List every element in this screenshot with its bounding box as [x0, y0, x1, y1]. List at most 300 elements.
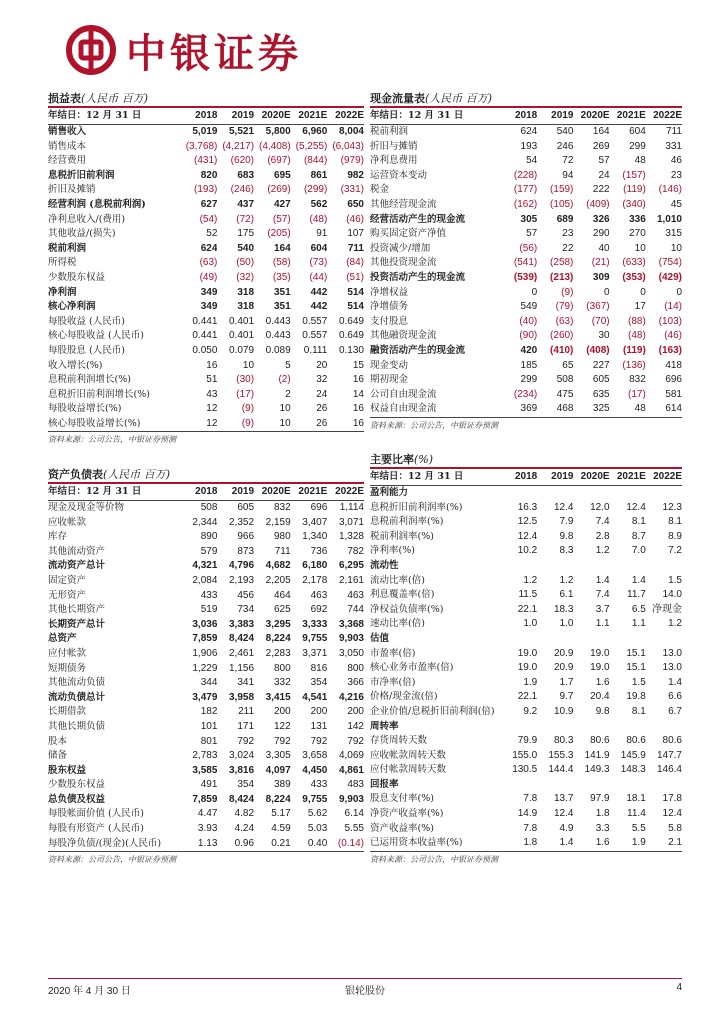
- cell-value: (269): [267, 184, 291, 196]
- cell-value: 51: [206, 374, 218, 386]
- row-label: 折旧与摊销: [370, 140, 418, 152]
- section-header-row: [370, 720, 682, 735]
- row-label: 已运用资本收益率(%): [370, 836, 501, 851]
- cell-value: (58): [272, 257, 291, 269]
- cell-value: 48: [634, 155, 646, 167]
- table-row: [48, 632, 364, 647]
- cell-value: 442: [310, 301, 328, 313]
- cell-value: (119): [623, 184, 646, 196]
- cell-value: 18.1: [626, 793, 646, 805]
- cell-value: 3,295: [265, 618, 291, 630]
- cell-value: 744: [347, 604, 364, 616]
- cell-value: 24: [598, 169, 610, 181]
- cell-value: 8,224: [265, 633, 291, 645]
- cell-value: 792: [347, 735, 364, 747]
- cell-value: 4,861: [338, 764, 364, 776]
- cell-value: 0.401: [229, 330, 255, 342]
- row-label: 长期资产总计: [48, 618, 106, 630]
- cell-value: 9,755: [302, 633, 328, 645]
- cell-value: 2019: [537, 469, 573, 486]
- cell-value: 2022E: [646, 108, 682, 125]
- key-ratios-section: [370, 451, 682, 868]
- income-statement-section: [48, 90, 364, 448]
- cell-value: [610, 720, 646, 735]
- cell-value: 792: [237, 735, 255, 747]
- cell-value: 695: [273, 169, 291, 181]
- cell-value: 2: [285, 388, 291, 400]
- cell-value: 145.9: [620, 749, 646, 761]
- row-label: 利息覆盖率(倍): [370, 589, 435, 601]
- row-label: 权益自由现金流: [370, 402, 501, 417]
- cell-value: (54): [199, 213, 218, 225]
- cell-value: 1.8: [595, 808, 610, 820]
- cell-value: [573, 632, 609, 647]
- row-label: 核心净利润: [48, 301, 96, 313]
- cell-value: (2): [278, 374, 291, 386]
- cell-value: 12.0: [590, 501, 610, 513]
- cell-value: 10: [634, 242, 646, 254]
- cell-value: 464: [273, 589, 291, 601]
- row-label: 盈利能力: [370, 487, 409, 498]
- table-row: [370, 574, 682, 589]
- cell-value: (159): [550, 184, 574, 196]
- cell-value: 2018: [501, 469, 537, 486]
- cell-value: 80.6: [662, 735, 682, 747]
- cell-value: 2022E: [327, 484, 364, 501]
- cell-value: 351: [273, 301, 291, 313]
- cell-value: 0.443: [265, 315, 291, 327]
- table-row: [48, 720, 364, 735]
- table-row: [370, 315, 682, 330]
- cell-value: 10.9: [553, 705, 574, 717]
- ratios-source-note: 资料来源：公司公告，中银证券预测: [370, 854, 498, 864]
- cell-value: 3,368: [338, 618, 364, 630]
- income-source-note: 资料来源：公司公告，中银证券预测: [48, 435, 176, 445]
- table-row: [48, 344, 364, 359]
- cell-value: 1,229: [192, 662, 218, 674]
- row-label: 应收帐款: [48, 516, 87, 528]
- cell-value: 624: [520, 126, 538, 137]
- cell-value: 20.4: [590, 691, 610, 703]
- row-label: 回报率: [370, 778, 399, 790]
- row-label: 净增债务: [370, 301, 409, 313]
- cell-value: 20: [316, 359, 328, 371]
- row-label: 投资活动产生的现金流: [370, 271, 466, 283]
- row-label: 流动性: [370, 559, 399, 571]
- cell-value: 437: [237, 198, 255, 210]
- cell-value: [501, 778, 537, 793]
- cell-value: 净现金: [652, 603, 682, 615]
- cell-value: 24: [316, 388, 328, 400]
- cell-value: 19.0: [517, 647, 538, 659]
- cell-value: (9): [241, 403, 255, 415]
- cell-value: 3,407: [302, 516, 328, 528]
- cell-value: 20.9: [553, 662, 574, 674]
- cell-value: 627: [200, 198, 218, 210]
- cell-value: 418: [665, 359, 682, 371]
- cell-value: 0.089: [265, 344, 291, 356]
- cell-value: 8,004: [338, 126, 364, 137]
- cell-value: 26: [316, 403, 328, 415]
- cell-value: 155.0: [512, 749, 538, 761]
- cell-value: (17): [236, 388, 255, 400]
- table-row: [48, 589, 364, 604]
- cell-value: 0: [604, 286, 610, 298]
- cell-value: 4,097: [265, 764, 291, 776]
- income-statement-title: 损益表(人民币 百万): [48, 90, 364, 108]
- cell-value: 0: [531, 286, 538, 298]
- cell-value: 9.7: [559, 691, 574, 703]
- cell-value: 2020E: [573, 108, 609, 125]
- cell-value: 12.4: [662, 808, 682, 820]
- table-row: [48, 691, 364, 706]
- cell-value: 1.2: [559, 574, 574, 586]
- cell-value: [537, 559, 573, 574]
- cell-value: (46): [664, 330, 682, 342]
- table-row: [48, 778, 364, 793]
- row-label: 应付帐款周转天数: [370, 764, 447, 776]
- cell-value: 10: [242, 359, 255, 371]
- cell-value: 483: [347, 779, 364, 791]
- cell-value: 318: [237, 301, 255, 313]
- row-label: 少数股东权益: [48, 271, 106, 283]
- cell-value: 107: [347, 228, 364, 240]
- cell-value: 3,585: [192, 764, 218, 776]
- cell-value: 2,783: [192, 750, 218, 762]
- cell-value: 4.47: [197, 808, 218, 820]
- cell-value: 1,156: [229, 662, 255, 674]
- key-ratios-table: [370, 469, 682, 852]
- row-label: 长期借款: [48, 706, 87, 718]
- cell-value: 2019: [217, 484, 254, 501]
- row-label: 税前利润: [370, 126, 409, 137]
- cell-value: 23: [562, 228, 574, 240]
- cell-value: 148.3: [620, 764, 646, 776]
- cell-value: 315: [665, 228, 682, 240]
- cell-value: 4,321: [192, 560, 218, 572]
- cell-value: 318: [237, 286, 255, 298]
- cell-value: 2,161: [338, 574, 364, 586]
- table-row: [48, 213, 364, 228]
- cell-value: 3.93: [197, 823, 218, 835]
- cell-value: (367): [586, 301, 610, 313]
- cell-value: 3,415: [265, 691, 291, 703]
- cell-value: 6.7: [668, 705, 682, 717]
- table-row: [48, 227, 364, 242]
- cell-value: 2018: [181, 484, 218, 501]
- cell-value: 80.6: [590, 735, 610, 747]
- row-label: 支付股息: [370, 315, 409, 327]
- row-label: 少数股东权益: [48, 779, 106, 791]
- cell-value: 91: [316, 228, 328, 240]
- cell-value: (49): [199, 271, 218, 283]
- cell-value: 325: [573, 402, 609, 417]
- cell-value: 6.5: [631, 603, 646, 615]
- row-label: 每股收益 (人民币): [48, 315, 125, 327]
- cell-value: 2020E: [254, 484, 291, 501]
- brand-name: 中银证券: [126, 29, 302, 77]
- cell-value: 711: [347, 242, 364, 254]
- cell-value: 8.1: [668, 516, 682, 528]
- cell-value: 45: [670, 198, 682, 210]
- cell-value: 7.8: [523, 822, 538, 834]
- row-label: 净利息收入/(费用): [48, 213, 126, 225]
- table-row: [370, 125, 682, 140]
- cell-value: [610, 778, 646, 793]
- cell-value: 832: [273, 502, 291, 513]
- cell-value: 5.62: [307, 808, 328, 820]
- cell-value: 1.4: [595, 574, 610, 586]
- cell-value: [537, 632, 573, 647]
- cell-value: 17.8: [662, 793, 682, 805]
- row-label: 核心每股收益 (人民币): [48, 330, 144, 342]
- cell-value: 15.1: [626, 647, 646, 659]
- cell-value: 211: [238, 706, 255, 718]
- table-row: [370, 344, 682, 359]
- cell-value: 19.0: [590, 662, 610, 674]
- table-row: [48, 359, 364, 374]
- cell-value: 625: [273, 604, 291, 616]
- cell-value: (4,217): [222, 140, 255, 152]
- cell-value: (119): [622, 344, 646, 356]
- cell-value: 7.9: [559, 516, 574, 528]
- cell-value: 22: [562, 242, 574, 254]
- cell-value: 475: [556, 388, 574, 400]
- cell-value: 0.079: [229, 344, 255, 356]
- cell-value: 692: [310, 604, 328, 616]
- cell-value: 175: [237, 228, 255, 240]
- cell-value: (35): [272, 271, 291, 283]
- row-label: 周转率: [370, 720, 399, 732]
- row-label: 购买固定资产净值: [370, 228, 447, 240]
- cell-value: (5,255): [295, 140, 328, 152]
- section-header-row: [370, 486, 682, 501]
- row-label: 收入增长(%): [48, 359, 103, 371]
- cell-value: 734: [237, 604, 255, 616]
- cell-value: (48): [627, 330, 646, 342]
- cell-value: 10: [254, 417, 291, 432]
- cell-value: 9.8: [595, 705, 610, 717]
- cell-value: 349: [200, 301, 218, 313]
- cell-value: 604: [310, 242, 328, 254]
- cell-value: [501, 559, 537, 574]
- table-row: [48, 837, 364, 852]
- table-row: [370, 792, 682, 807]
- cell-value: (63): [555, 315, 574, 327]
- cell-value: (72): [236, 213, 255, 225]
- cell-value: (50): [236, 257, 255, 269]
- table-row: [370, 588, 682, 603]
- cell-value: 369: [501, 402, 537, 417]
- cell-value: 7.4: [595, 516, 610, 528]
- row-label: 市净率(倍): [370, 676, 416, 688]
- row-label: 核心业务市盈率(倍): [370, 662, 454, 674]
- table-row: [48, 822, 364, 837]
- table-row: [370, 227, 682, 242]
- table-row: [48, 198, 364, 213]
- cell-value: 0.557: [302, 315, 328, 327]
- cell-value: 12: [206, 403, 218, 415]
- cell-value: (844): [303, 155, 328, 167]
- cell-value: 1.0: [559, 618, 574, 630]
- cell-value: 4,682: [265, 560, 291, 572]
- cell-value: 8.3: [559, 545, 574, 557]
- table-row: [370, 300, 682, 315]
- row-label: 息税前利润率(%): [370, 516, 444, 528]
- table-row: [48, 574, 364, 589]
- cell-value: 146.4: [656, 764, 682, 776]
- balance-source-note: 资料来源：公司公告，中银证券预测: [48, 855, 176, 865]
- cell-value: 514: [347, 301, 364, 313]
- cell-value: (0.14): [327, 837, 364, 852]
- cell-value: 57: [598, 155, 610, 167]
- table-row: [48, 749, 364, 764]
- cell-value: 0.050: [192, 344, 218, 356]
- cell-value: (4,408): [258, 140, 291, 152]
- cell-value: 0.96: [217, 837, 254, 852]
- cell-value: 16: [206, 359, 218, 371]
- cell-value: (331): [340, 184, 364, 196]
- row-label: 每股股息 (人民币): [48, 344, 125, 356]
- cell-value: 222: [592, 184, 610, 196]
- cell-value: 6,295: [338, 560, 364, 572]
- cell-value: 0.130: [338, 344, 364, 356]
- cell-value: 1.5: [631, 676, 646, 688]
- cell-value: 336: [629, 213, 646, 225]
- cell-value: 604: [629, 126, 646, 137]
- table-row: [48, 662, 364, 677]
- cell-value: [501, 632, 537, 647]
- cell-value: 171: [237, 720, 255, 732]
- cell-value: 15: [352, 359, 364, 371]
- cell-value: 861: [310, 169, 328, 181]
- cell-value: 982: [347, 169, 364, 181]
- cell-value: 2.8: [595, 530, 610, 542]
- cell-value: 442: [310, 286, 328, 298]
- cell-value: (6,043): [332, 140, 364, 152]
- row-label: 经营利润 (息税前利润): [48, 198, 146, 210]
- cell-value: 290: [592, 228, 610, 240]
- cell-value: 614: [646, 402, 682, 417]
- cell-value: 1.8: [501, 836, 537, 851]
- table-row: [370, 647, 682, 662]
- cell-value: 16.3: [517, 501, 538, 513]
- cell-value: 185: [520, 359, 538, 371]
- row-label: 其他流动负债: [48, 677, 106, 689]
- section-header-row: [370, 632, 682, 647]
- row-label: 息税折旧前利润率(%): [370, 501, 463, 513]
- cell-value: (205): [267, 228, 291, 240]
- cell-value: 3.7: [595, 603, 610, 615]
- cell-value: (193): [194, 184, 218, 196]
- cell-value: 8,224: [265, 793, 291, 805]
- row-label: 现金及现金等价物: [48, 502, 125, 513]
- cell-value: (84): [346, 257, 364, 269]
- cash-flow-source-note: 资料来源：公司公告，中银证券预测: [370, 420, 498, 430]
- cell-value: 7,859: [192, 793, 218, 805]
- cell-value: 966: [237, 531, 255, 543]
- cell-value: 227: [592, 359, 610, 371]
- cell-value: (88): [627, 315, 646, 327]
- cell-value: 12.4: [553, 501, 574, 513]
- cell-value: [646, 778, 682, 793]
- cell-value: 689: [556, 213, 574, 225]
- table-row: [48, 807, 364, 822]
- cell-value: 650: [347, 198, 364, 210]
- cell-value: 20.9: [553, 647, 574, 659]
- table-row: [48, 388, 364, 403]
- cell-value: [537, 486, 573, 501]
- cell-value: 0.649: [338, 330, 364, 342]
- table-row: [370, 242, 682, 257]
- cell-value: 801: [200, 735, 218, 747]
- cell-value: 1,340: [302, 531, 328, 543]
- cell-value: 1.9: [523, 676, 538, 688]
- cell-value: 22.1: [517, 603, 538, 615]
- cell-value: 711: [274, 545, 291, 557]
- cell-value: (157): [622, 169, 646, 181]
- table-header-row: [48, 484, 364, 501]
- row-label: 净权益负债率(%): [370, 603, 444, 615]
- cell-value: 80.6: [626, 735, 646, 747]
- cell-value: 9,903: [338, 793, 364, 805]
- cell-value: 3,658: [302, 750, 328, 762]
- cell-value: 1.0: [523, 618, 538, 630]
- cell-value: 6.6: [668, 691, 682, 703]
- cell-value: 200: [347, 706, 364, 718]
- cell-value: 433: [200, 589, 218, 601]
- cell-value: [573, 720, 609, 735]
- cell-value: 2,283: [265, 647, 291, 659]
- cell-value: 1.4: [537, 836, 573, 851]
- table-row: [370, 271, 682, 286]
- cell-value: 57: [526, 228, 538, 240]
- row-label: 流动资产总计: [48, 560, 106, 572]
- row-label: 年结日：12 月 31 日: [370, 108, 501, 125]
- row-label: 每股有形资产 (人民币): [48, 823, 144, 835]
- table-header-row: [370, 469, 682, 486]
- cell-value: 12.4: [517, 530, 538, 542]
- cell-value: (32): [236, 271, 255, 283]
- cell-value: 40: [598, 242, 610, 254]
- row-label: 每股净负债/(现金)(人民币): [48, 837, 181, 852]
- cell-value: 624: [200, 242, 218, 254]
- cell-value: 427: [273, 198, 291, 210]
- cell-value: 1,906: [192, 647, 218, 659]
- table-row: [48, 183, 364, 198]
- cell-value: 8.1: [631, 705, 646, 717]
- cell-value: (79): [555, 301, 574, 313]
- table-row: [370, 749, 682, 764]
- cell-value: 0.111: [303, 344, 328, 356]
- table-row: [48, 417, 364, 432]
- cell-value: 155.3: [548, 749, 574, 761]
- cell-value: 2,193: [229, 574, 255, 586]
- table-row: [48, 402, 364, 417]
- cell-value: 1,114: [339, 502, 364, 513]
- cell-value: (697): [267, 155, 291, 167]
- row-label: 其他经营现金流: [370, 198, 437, 210]
- cell-value: 4,216: [338, 691, 364, 703]
- cell-value: 54: [526, 155, 538, 167]
- cell-value: 52: [206, 228, 218, 240]
- cell-value: 4.82: [234, 808, 255, 820]
- cell-value: 326: [592, 213, 610, 225]
- cell-value: 351: [273, 286, 291, 298]
- cell-value: 540: [556, 126, 574, 137]
- cell-value: 9.8: [559, 530, 574, 542]
- row-label: 流动负债总计: [48, 691, 106, 703]
